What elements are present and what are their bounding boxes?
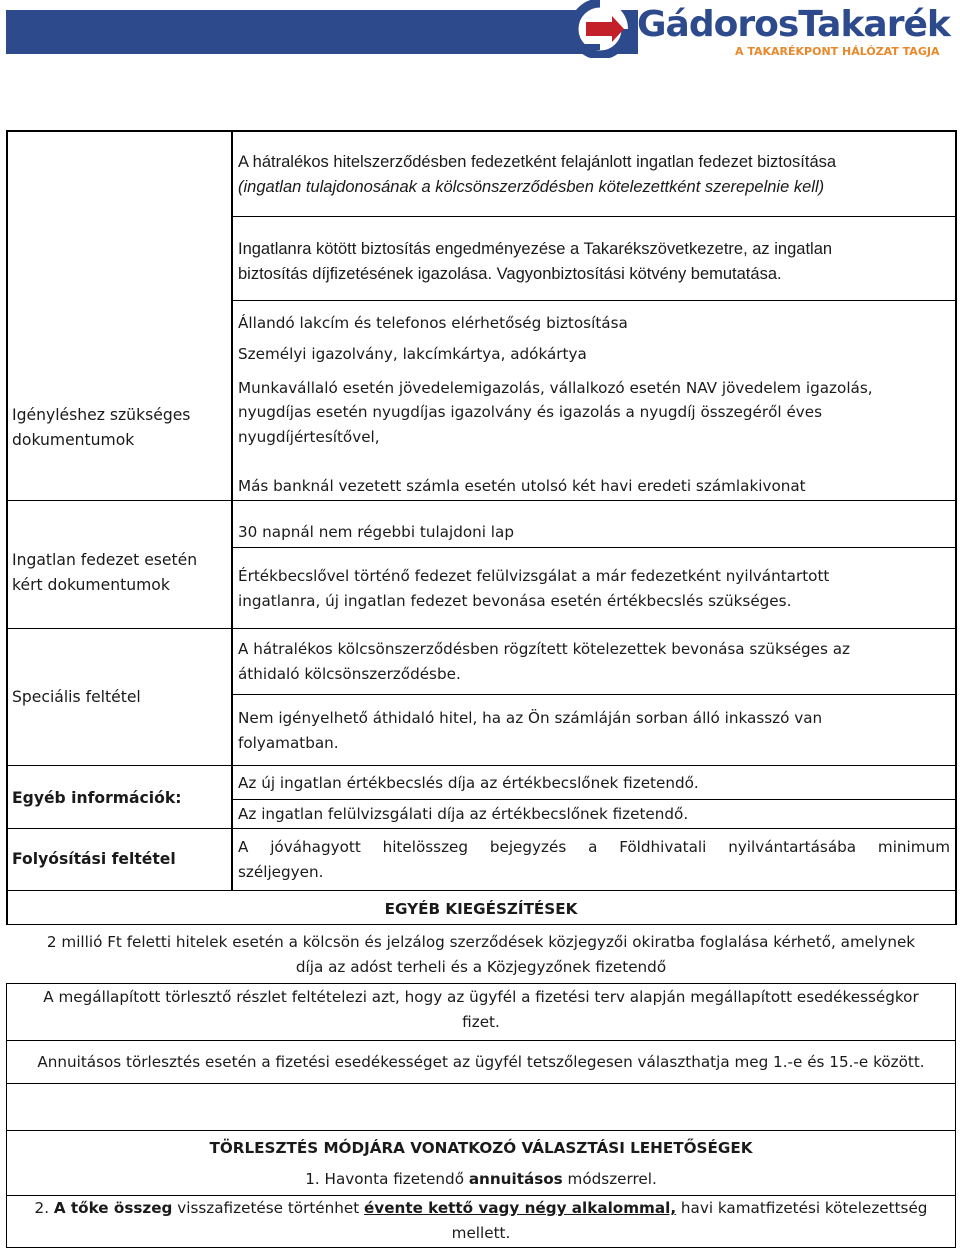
row-line [6, 828, 956, 829]
row-line [6, 765, 956, 766]
column-divider [231, 130, 233, 890]
page-header [0, 0, 960, 65]
section-label-disbursement [12, 847, 227, 872]
list-item: A jóváhagyott hitelösszeg bejegyzés a Földhivatali nyilvántartásába minimum [238, 838, 950, 856]
option-emphasis: évente kettő vagy négy alkalommal, [364, 1199, 677, 1217]
section-label-other-info [12, 786, 227, 811]
insurance-assignment-text-2: biztosítás díjfizetésének igazolása. Vagyonbiztosítási kötvény bemutatása. [238, 265, 782, 283]
list-item: ingatlanra, új ingatlan fedezet bevonása esetén értékbecslés szükséges. [238, 592, 792, 610]
option-text: visszafizetése történhet [172, 1199, 364, 1217]
row-line [231, 799, 956, 800]
label-line: Egyéb információk: [12, 789, 182, 807]
option-text: havi kamatfizetési kötelezettség [676, 1199, 928, 1217]
label-line: Speciális feltétel [12, 688, 141, 706]
list-item: Nem igényelhető áthidaló hitel, ha az Ön számláján sorban álló inkasszó van [238, 709, 823, 727]
table-right-border [955, 130, 957, 925]
label-line: Folyósítási feltétel [12, 850, 176, 868]
label-line: Ingatlan fedezet esetén [12, 551, 198, 569]
list-item: Más banknál vezetett számla esetén utolsó két havi eredeti számlakivonat [238, 477, 806, 495]
paragraph: díja az adóst terheli és a Közjegyzőnek fizetendő [295, 958, 667, 976]
list-item: Személyi igazolvány, lakcímkártya, adókártya [238, 345, 587, 363]
row-line [231, 694, 956, 695]
header-band [6, 10, 638, 54]
section-heading-other: EGYÉB KIEGÉSZÍTÉSEK [384, 900, 578, 918]
list-item: Értékbecslővel történő fedezet felülvizsgálat a már fedezetként nyilvántartott [238, 567, 830, 585]
section-heading-repayment: TÖRLESZTÉS MÓDJÁRA VONATKOZÓ VÁLASZTÁSI LEHETŐSÉGEK [209, 1139, 753, 1157]
row-line [231, 547, 956, 548]
list-item: A hátralékos kölcsönszerződésben rögzített kötelezettek bevonása szükséges az [238, 640, 850, 658]
row-line [6, 1130, 956, 1131]
table-left-border [6, 130, 8, 925]
list-item: Az ingatlan felülvizsgálati díja az értékbecslőnek fizetendő. [238, 805, 689, 823]
paragraph: Annuitásos törlesztés esetén a fizetési esedékességet az ügyfél tetszőlegesen választhatja meg 1.-e és 15.-e között. [37, 1053, 925, 1071]
row-line [6, 890, 956, 891]
section-label-required-docs [12, 403, 227, 452]
row-line [6, 1083, 956, 1084]
list-item: Állandó lakcím és telefonos elérhetőség biztosítása [238, 314, 628, 332]
insurance-coverage-note: (ingatlan tulajdonosának a kölcsönszerződésben kötelezettként szerepelnie kell) [238, 178, 825, 196]
row-line [6, 500, 956, 501]
option-emphasis: A tőke összeg [53, 1199, 173, 1217]
brand-logo [637, 2, 960, 48]
list-item: széljegyen. [238, 863, 324, 881]
row-line [6, 628, 956, 629]
list-item: nyugdíjas esetén nyugdíjas igazolvány és igazolás a nyugdíj összegéről éves [238, 403, 823, 421]
paragraph: 2 millió Ft feletti hitelek esetén a kölcsön és jelzálog szerződések közjegyzői okiratba foglalása kérhető, amelynek [46, 933, 916, 951]
label-line: Igényléshez szükséges [12, 406, 191, 424]
section-label-special [12, 685, 227, 710]
list-item: Munkavállaló esetén jövedelemigazolás, vállalkozó esetén NAV jövedelem igazolás, [238, 379, 873, 397]
list-item: 30 napnál nem régebbi tulajdoni lap [238, 523, 514, 541]
label-line: dokumentumok [12, 430, 135, 449]
section-label-property-docs [12, 548, 227, 597]
option-emphasis: annuitásos [468, 1170, 563, 1188]
repayment-option-1 [6, 1167, 956, 1192]
row-line [231, 300, 956, 301]
paragraph: A megállapított törlesztő részlet feltételezi azt, hogy az ügyfél a fizetési terv alapján megállapított esedékességkor [43, 988, 919, 1006]
row-line [231, 216, 956, 217]
list-item: folyamatban. [238, 734, 339, 752]
insurance-assignment-text: Ingatlanra kötött biztosítás engedményezése a Takarékszövetkezetre, az ingatlan [238, 240, 833, 258]
row-line [6, 924, 956, 925]
insurance-coverage-text: A hátralékos hitelszerződésben fedezetként felajánlott ingatlan fedezet biztosítása [238, 153, 837, 171]
repayment-option-2 [6, 1196, 956, 1221]
logo-tagline: A TAKARÉKPONT HÁLÓZAT TAGJA [735, 45, 940, 58]
list-item: nyugdíjértesítővel, [238, 428, 380, 446]
label-line: kért dokumentumok [12, 575, 170, 594]
table-top-border [6, 130, 956, 132]
logo-word-takarek: Takarék [798, 4, 950, 45]
logo-word-gadoros: Gádoros [637, 4, 799, 45]
row-line [6, 1040, 956, 1041]
row-line [6, 1247, 956, 1248]
option-text: 1. Havonta fizetendő [305, 1170, 469, 1188]
list-item: áthidaló kölcsönszerződésbe. [238, 665, 461, 683]
repayment-option-2-line-2: mellett. [451, 1224, 511, 1242]
paragraph: fizet. [462, 1013, 500, 1031]
option-text: 2. [34, 1199, 54, 1217]
logo-arrow-icon [560, 0, 640, 58]
row-line [6, 983, 956, 984]
list-item: Az új ingatlan értékbecslés díja az értékbecslőnek fizetendő. [238, 774, 699, 792]
option-text: módszerrel. [562, 1170, 657, 1188]
